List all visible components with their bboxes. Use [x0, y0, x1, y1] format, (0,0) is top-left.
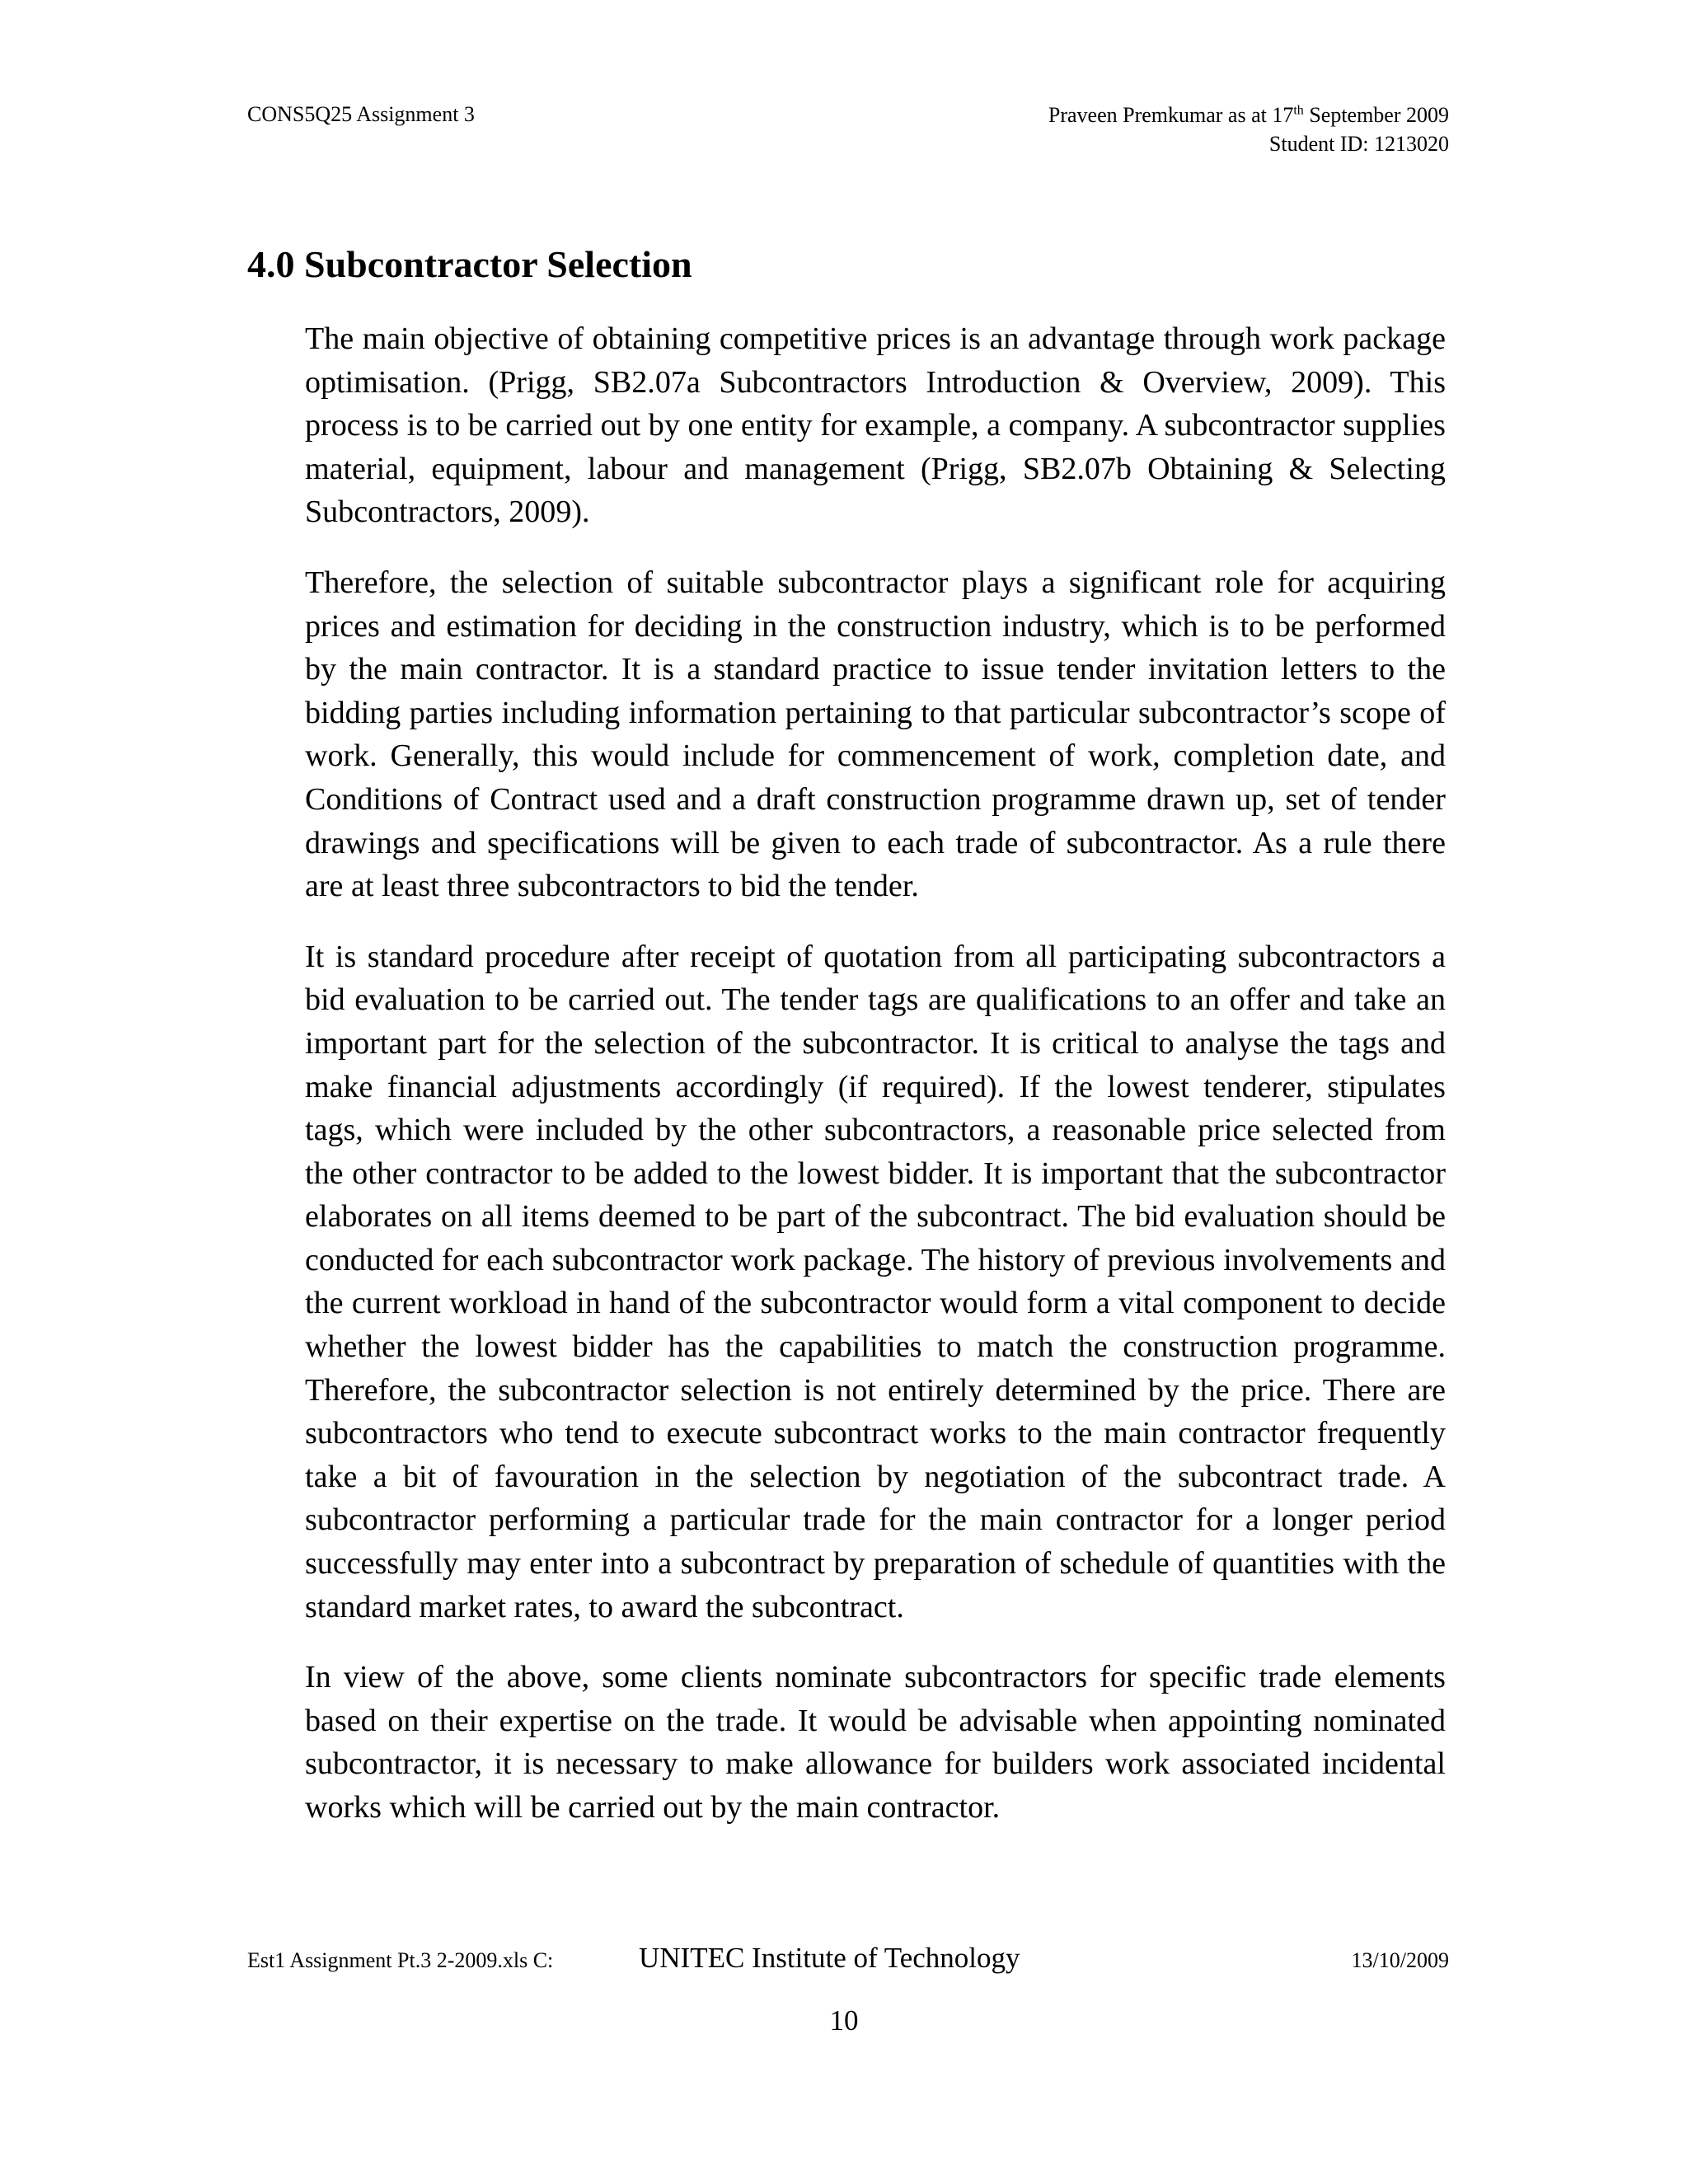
- footer-file-name: Est1 Assignment Pt.3 2-2009.xls C:: [247, 1948, 554, 1972]
- header-student-id: Student ID: 1213020: [1268, 132, 1449, 156]
- section-body: [305, 317, 1446, 1857]
- section-heading: 4.0 Subcontractor Selection: [247, 243, 692, 285]
- paragraph-3: It is standard procedure after receipt of quotation from all participating subcontractors a bid evaluation to be carried out. The tender tags are qualifications to an offer and take an important part for the selection of the subcontractor. It is critical to analyse the tags and make financial adjustments accordingly (if required). If the lowest tenderer, stipulates tags, which were included by the other subcontractors, a reasonable price selected from the other contractor to be added to the lowest bidder. It is important that the subcontractor elaborates on all items deemed to be part of the subcontract. The bid evaluation should be conducted for each subcontractor work package. The history of previous involvements and the current workload in hand of the subcontractor would form a vital component to decide whether the lowest bidder has the capabilities to match the construction programme. Therefore, the subcontractor selection is not entirely determined by the price. There are subcontractors who tend to execute subcontract works to the main contractor frequently take a bit of favouration in the selection by negotiation of the subcontract trade. A subcontractor performing a particular trade for the main contractor for a longer period successfully may enter into a subcontract by preparation of schedule of quantities with the standard market rates, to award the subcontract.: [305, 939, 1446, 1624]
- header-author-line: [1048, 101, 1449, 129]
- header-date-suffix: th: [1293, 103, 1304, 118]
- footer-institution: UNITEC Institute of Technology: [639, 1942, 1020, 1974]
- header-author-prefix: Praveen Premkumar as at 17: [1048, 103, 1294, 127]
- paragraph-4: In view of the above, some clients nominate subcontractors for specific trade elements based on their expertise on the trade. It would be advisable when appointing nominated subcontractor, it is necessary to make allowance for builders work associated incidental works which will be carried out by the main contractor.: [305, 1660, 1446, 1825]
- header-author-block: [1048, 101, 1449, 158]
- page-number: 10: [829, 2004, 859, 2036]
- footer-date: 13/10/2009: [1351, 1948, 1449, 1972]
- header-course-title: CONS5Q25 Assignment 3: [247, 102, 475, 126]
- paragraph-1: The main objective of obtaining competitive prices is an advantage through work package optimisation. (Prigg, SB2.07a Subcontractors Introduction & Overview, 2009). This process is to be carried out by one entity for example, a company. A subcontractor supplies material, equipment, labour and management (Prigg, SB2.07b Obtaining & Selecting Subcontractors, 2009).: [305, 321, 1446, 530]
- paragraph-2: Therefore, the selection of suitable subcontractor plays a significant role for acquiring prices and estimation for deciding in the construction industry, which is to be performed by the main contractor. It is a standard practice to issue tender invitation letters to the bidding parties including information pertaining to that particular subcontractor’s scope of work. Generally, this would include for commencement of work, completion date, and Conditions of Contract used and a draft construction programme drawn up, set of tender drawings and specifications will be given to each trade of subcontractor. As a rule there are at least three subcontractors to bid the tender.: [305, 565, 1446, 904]
- header-author-suffix: September 2009: [1303, 103, 1449, 127]
